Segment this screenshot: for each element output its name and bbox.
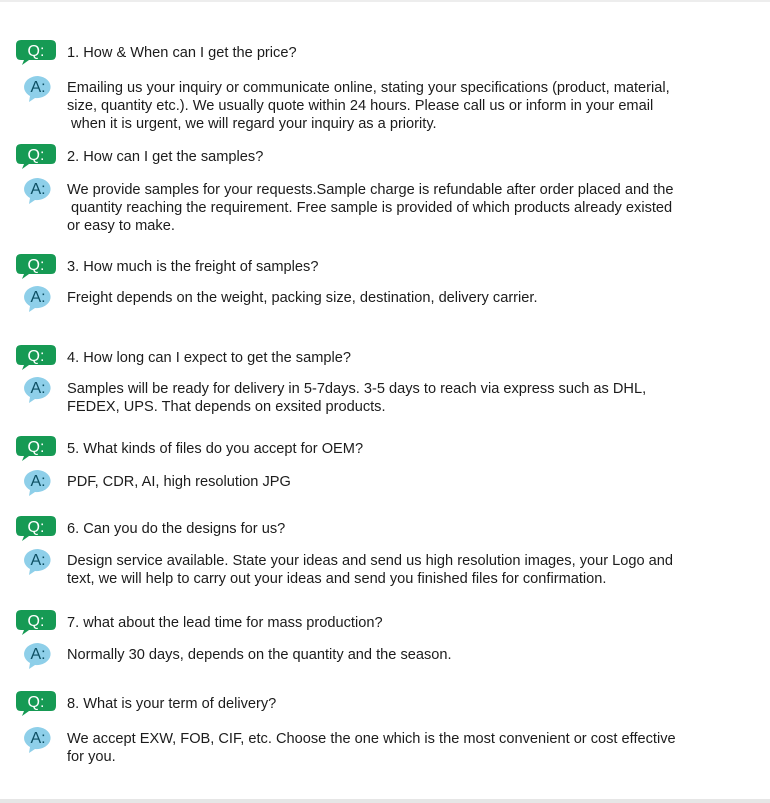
question-bubble-icon	[16, 345, 56, 370]
question-bubble-icon	[16, 144, 56, 169]
question-badge: Q:	[27, 694, 45, 711]
faq-answer-4-line-2	[0, 398, 770, 438]
answer-line: Emailing us your inquiry or communicate online, stating your specifications (product, material,	[67, 80, 670, 96]
faq-answer-3	[0, 289, 770, 329]
answer-bubble-icon	[23, 643, 63, 668]
question-badge: Q:	[27, 43, 45, 60]
question-badge: Q:	[27, 519, 45, 536]
question-badge: Q:	[27, 147, 45, 164]
answer-badge: A:	[30, 289, 46, 306]
question-bubble-icon	[16, 610, 56, 635]
faq-question-1	[0, 44, 770, 84]
question-bubble-icon	[16, 254, 56, 279]
question-text: 3. How much is the freight of samples?	[67, 259, 319, 275]
answer-line: We accept EXW, FOB, CIF, etc. Choose the one which is the most convenient or cost effective	[67, 731, 676, 747]
question-bubble-icon	[16, 40, 56, 65]
faq-answer-6-line-2	[0, 570, 770, 610]
faq-answer-5	[0, 473, 770, 513]
question-bubble-icon	[16, 436, 56, 461]
faq-answer-7	[0, 646, 770, 686]
answer-badge: A:	[30, 730, 46, 747]
question-text: 6. Can you do the designs for us?	[67, 521, 286, 537]
answer-line: PDF, CDR, AI, high resolution JPG	[67, 474, 291, 490]
question-badge: Q:	[27, 613, 45, 630]
answer-badge: A:	[30, 79, 46, 96]
question-text: 7. what about the lead time for mass production?	[67, 615, 383, 631]
question-bubble-icon	[16, 691, 56, 716]
answer-bubble-icon	[23, 470, 63, 495]
question-badge: Q:	[27, 439, 45, 456]
faq-answer-2-line-3	[0, 217, 770, 257]
answer-bubble-icon	[23, 286, 63, 311]
answer-line: or easy to make.	[67, 218, 175, 234]
answer-line: Design service available. State your ideas and send us high resolution images, your Logo and	[67, 553, 674, 569]
question-badge: Q:	[27, 257, 45, 274]
faq-answer-8-line-2	[0, 748, 770, 788]
question-bubble-icon	[16, 516, 56, 541]
answer-line: text, we will help to carry out your ideas and send you finished files for confirmation.	[67, 571, 607, 587]
question-badge: Q:	[27, 348, 45, 365]
question-text: 5. What kinds of files do you accept for OEM?	[67, 441, 364, 457]
bottom-divider	[0, 799, 770, 803]
answer-line: Samples will be ready for delivery in 5-7days. 3-5 days to reach via express such as DHL,	[67, 381, 647, 397]
answer-badge: A:	[30, 380, 46, 397]
question-text: 2. How can I get the samples?	[67, 149, 264, 165]
top-divider	[0, 0, 770, 2]
answer-line: quantity reaching the requirement. Free sample is provided of which products already existed	[67, 200, 673, 216]
question-text: 4. How long can I expect to get the sample?	[67, 350, 351, 366]
answer-badge: A:	[30, 646, 46, 663]
answer-badge: A:	[30, 181, 46, 198]
answer-line: for you.	[67, 749, 116, 765]
answer-line: Freight depends on the weight, packing size, destination, delivery carrier.	[67, 290, 538, 306]
answer-badge: A:	[30, 552, 46, 569]
answer-line: when it is urgent, we will regard your inquiry as a priority.	[67, 116, 437, 132]
answer-badge: A:	[30, 473, 46, 490]
question-text: 1. How & When can I get the price?	[67, 45, 297, 61]
answer-line: FEDEX, UPS. That depends on exsited products.	[67, 399, 386, 415]
faq-question-8	[0, 695, 770, 735]
answer-line: size, quantity etc.). We usually quote within 24 hours. Please call us or inform in your email	[67, 98, 654, 114]
answer-line: We provide samples for your requests.Sample charge is refundable after order placed and the	[67, 182, 674, 198]
question-text: 8. What is your term of delivery?	[67, 696, 277, 712]
answer-line: Normally 30 days, depends on the quantity and the season.	[67, 647, 452, 663]
